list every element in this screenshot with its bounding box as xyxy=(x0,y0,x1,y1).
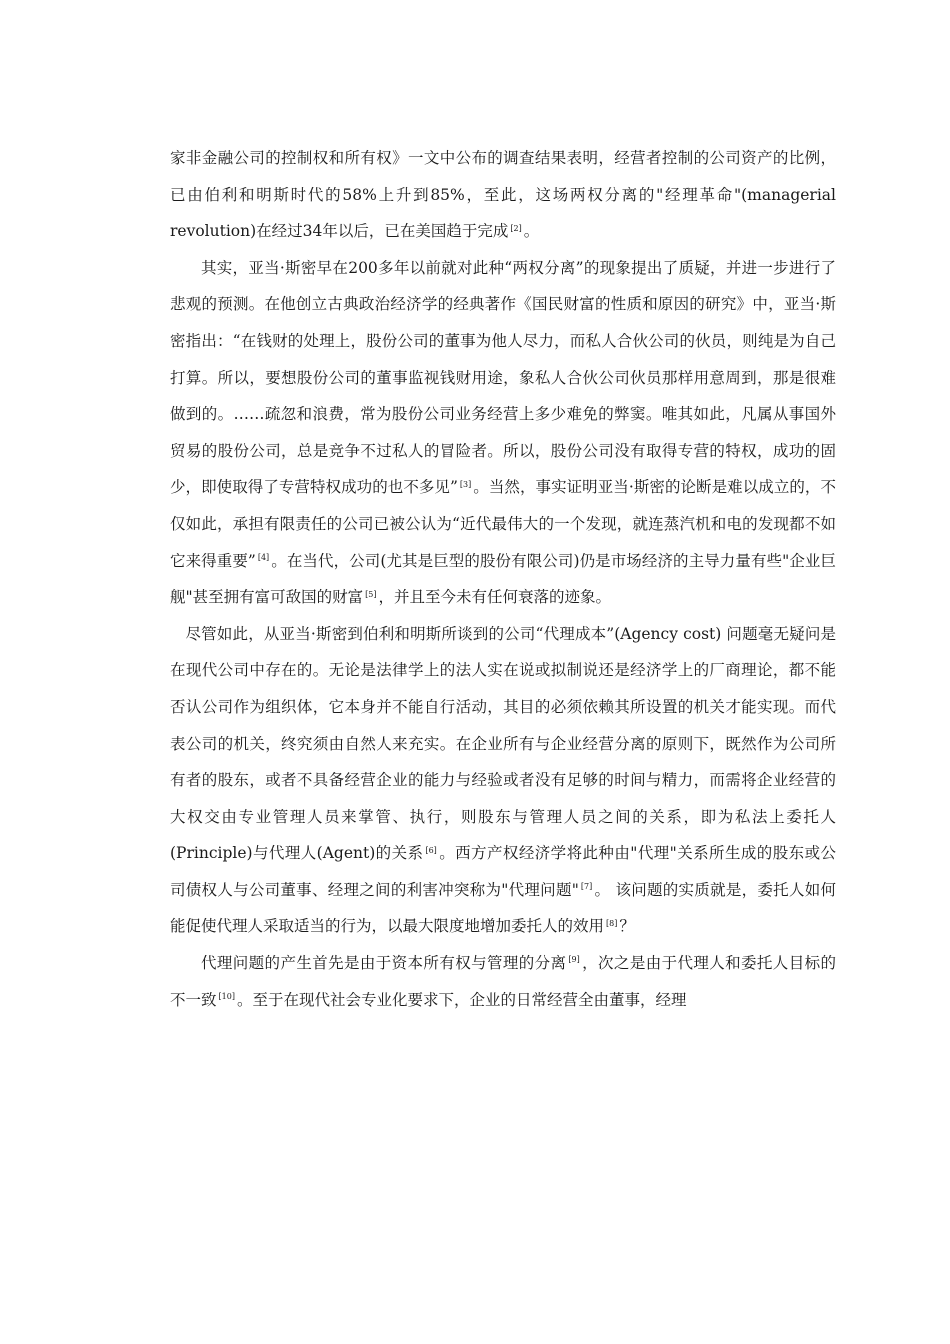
text-run: ？ xyxy=(619,917,635,936)
paragraph-4 xyxy=(170,945,836,1018)
text-run: 。在当代，公司(尤其是巨型的股份有限公司)仍是市场经济的主导力量有些"企业巨舰"甚至拥有富可敌国的财富 xyxy=(170,551,836,607)
text-run: 家非金融公司的控制权和所有权》一文中公布的调查结果表明，经营者控制的公司资产的比例，已由伯利和明斯时代的58%上升到85%，至此，这场两权分离的"经理革命"(managerial revolution)在经过34年以后，已在美国趋于完成 xyxy=(170,149,836,241)
citation-ref: [10] xyxy=(218,992,235,1002)
paragraph-1 xyxy=(170,140,836,250)
citation-ref: [5] xyxy=(365,589,377,599)
citation-ref: [7] xyxy=(580,882,593,892)
text-run: 。当然，事实证明亚当·斯密的论断是难以成立的，不仅如此，承担有限责任的公司已被公认为“近代最伟大的一个发现，就连蒸汽机和电的发现都不如它来得重要” xyxy=(170,478,836,570)
paragraph-2 xyxy=(170,250,836,616)
citation-ref: [4] xyxy=(257,552,270,562)
citation-ref: [2] xyxy=(510,223,522,233)
text-run: 代理问题的产生首先是由于资本所有权与管理的分离 xyxy=(201,954,567,973)
text-run: 尽管如此，从亚当·斯密到伯利和明斯所谈到的公司“代理成本”(Agency cost) 问题毫无疑问是在现代公司中存在的。无论是法律学上的法人实在说或拟制说还是经济学上的厂商理论，都不能否认公司作为组织体，它本身并不能自行活动，其目的必须依赖其所设置的机关才能实现。而代表公司的机关，终究须由自然人来充实。在企业所有与企业经营分离的原则下，既然作为公司所有者的股东，或者不具备经营企业的能力与经验或者没有足够的时间与精力，而需将企业经营的大权交由专业管理人员来掌管、执行，则股东与管理人员之间的关系，即为私法上委托人(Principle)与代理人(Agent)的关系 xyxy=(170,624,836,863)
text-run: 。西方产权经济学将此种由"代理"关系所生成的股东或公司债权人与公司董事、经理之间的利害冲突称为"代理问题" xyxy=(170,844,836,899)
text-run: 。 xyxy=(523,222,540,241)
citation-ref: [8] xyxy=(606,918,618,928)
paragraph-3 xyxy=(170,616,836,945)
text-run: ，并且至今未有任何衰落的迹象。 xyxy=(378,588,611,607)
text-run: ，次之是由于代理人和委托人目标的不一致 xyxy=(170,954,836,1009)
citation-ref: [3] xyxy=(459,479,472,489)
text-run: 。至于在现代社会专业化要求下，企业的日常经营全由董事，经理 xyxy=(236,990,687,1009)
text-run: 其实，亚当·斯密早在200多年以前就对此种“两权分离”的现象提出了质疑，并进一步进行了悲观的预测。在他创立古典政治经济学的经典著作《国民财富的性质和原因的研究》中，亚当·斯密指出：“在钱财的处理上，股份公司的董事为他人尽力，而私人合伙公司的伙员，则纯是为自己打算。所以，要想股份公司的董事监视钱财用途，象私人合伙公司伙员那样用意周到，那是很难做到的。……疏忽和浪费，常为股份公司业务经营上多少难免的弊窦。唯其如此，凡属从事国外贸易的股份公司，总是竞争不过私人的冒险者。所以，股份公司没有取得专营的特权，成功的固少，即使取得了专营特权成功的也不多见” xyxy=(170,258,836,497)
citation-ref: [9] xyxy=(568,955,580,965)
citation-ref: [6] xyxy=(425,845,437,855)
body-text xyxy=(170,140,836,1018)
text-run: 。 该问题的实质就是，委托人如何能促使代理人采取适当的行为，以最大限度地增加委托人的效用 xyxy=(170,880,836,936)
